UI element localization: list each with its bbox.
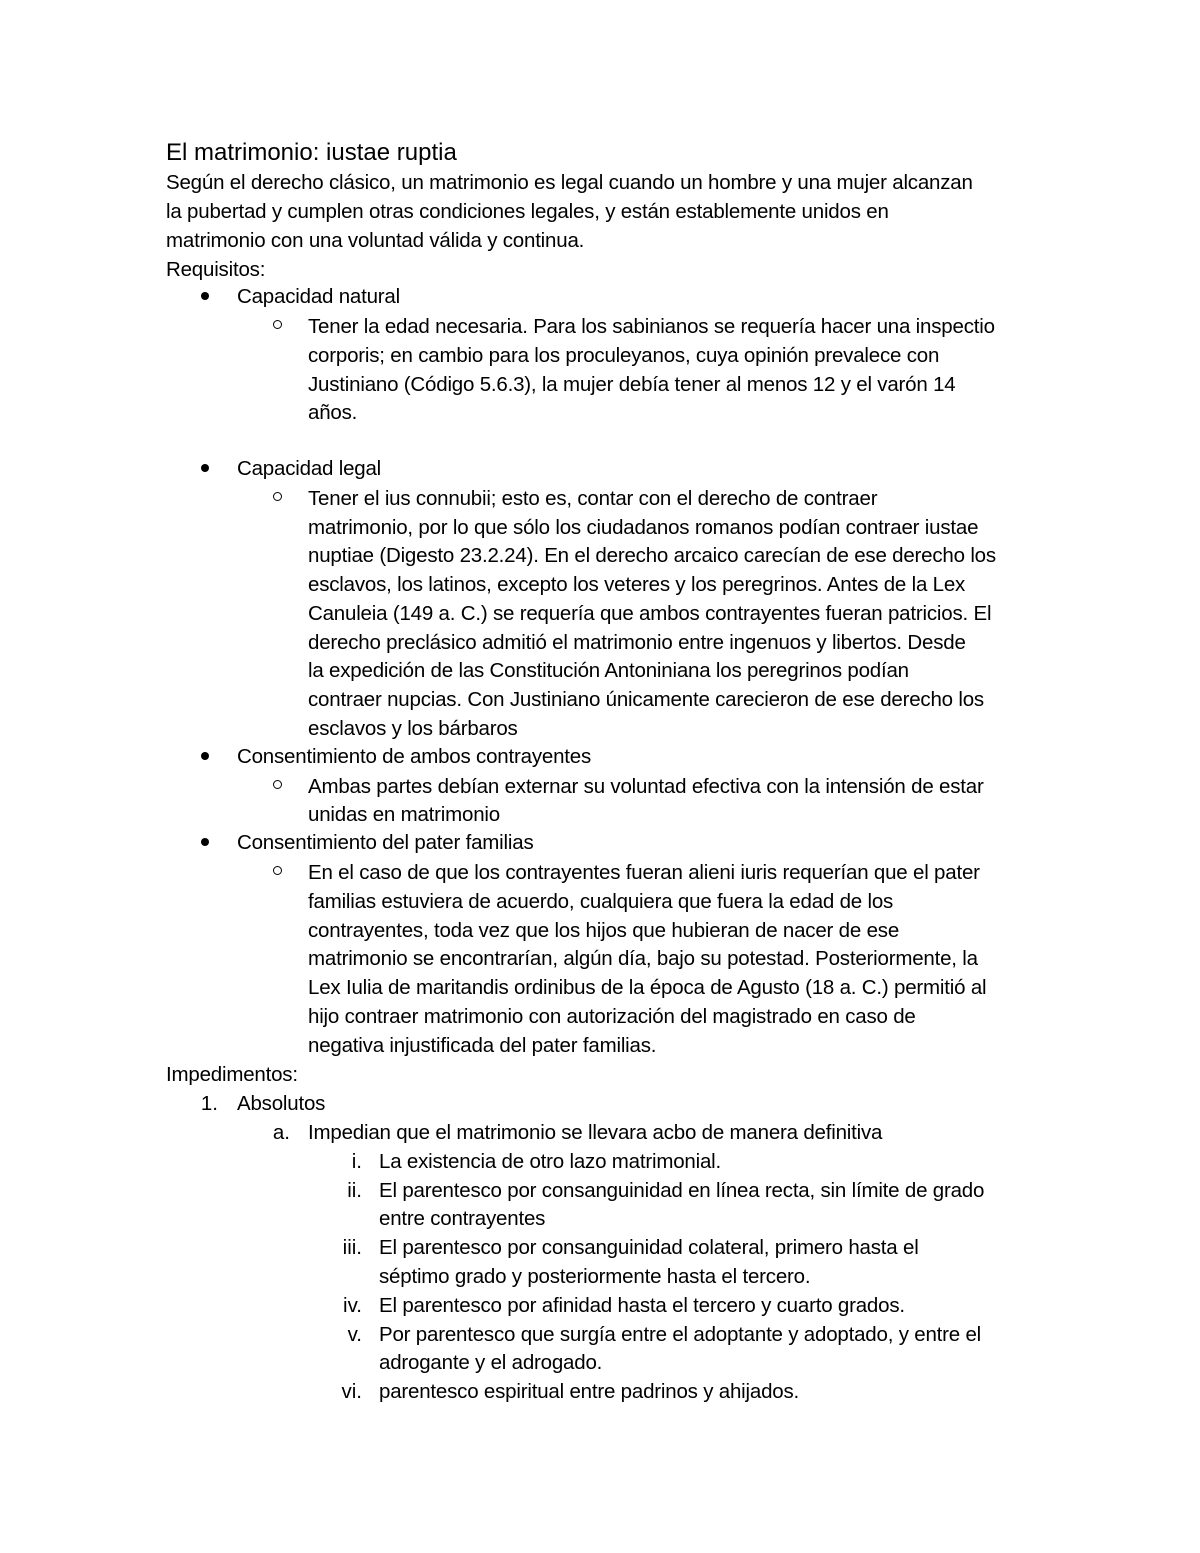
impedimento-subcategory: Impedian que el matrimonio se llevara acbo de manera definitiva bbox=[308, 1121, 883, 1144]
requisito-detail-line: matrimonio, por lo que sólo los ciudadanos romanos podían contraer iustae bbox=[308, 516, 979, 539]
requisito-detail-line: años. bbox=[308, 401, 358, 424]
impedimento-item: El parentesco por consanguinidad colateral, primero hasta el bbox=[379, 1236, 919, 1259]
roman-numeral: ii. bbox=[347, 1179, 362, 1202]
intro-line: Según el derecho clásico, un matrimonio es legal cuando un hombre y una mujer alcanzan bbox=[166, 171, 973, 194]
circle-bullet-icon bbox=[273, 866, 282, 875]
impedimento-item: Por parentesco que surgía entre el adoptante y adoptado, y entre el bbox=[379, 1323, 982, 1346]
roman-numeral: i. bbox=[351, 1150, 362, 1173]
requisito-detail-line: En el caso de que los contrayentes fueran alieni iuris requerían que el pater bbox=[308, 861, 980, 884]
impedimento-item: adrogante y el adrogado. bbox=[379, 1351, 603, 1374]
requisito-detail-line: contraer nupcias. Con Justiniano únicamente carecieron de ese derecho los bbox=[308, 688, 984, 711]
roman-numeral: iii. bbox=[342, 1236, 362, 1259]
impedimento-item: séptimo grado y posteriormente hasta el tercero. bbox=[379, 1265, 811, 1288]
circle-bullet-icon bbox=[273, 320, 282, 329]
requisito-detail-line: Canuleia (149 a. C.) se requería que ambos contrayentes fueran patricios. El bbox=[308, 602, 992, 625]
bullet-icon bbox=[201, 838, 209, 846]
requisito-detail-line: Justiniano (Código 5.6.3), la mujer debía tener al menos 12 y el varón 14 bbox=[308, 373, 956, 396]
impedimento-item: parentesco espiritual entre padrinos y ahijados. bbox=[379, 1380, 800, 1403]
requisito-detail-line: matrimonio se encontrarían, algún día, bajo su potestad. Posteriormente, la bbox=[308, 947, 978, 970]
requisito-detail-line: la expedición de las Constitución Antoniniana los peregrinos podían bbox=[308, 659, 909, 682]
impedimento-item: La existencia de otro lazo matrimonial. bbox=[379, 1150, 722, 1173]
bullet-icon bbox=[201, 464, 209, 472]
requisito-detail-line: Ambas partes debían externar su voluntad efectiva con la intensión de estar bbox=[308, 775, 984, 798]
impedimento-item: El parentesco por consanguinidad en línea recta, sin límite de grado bbox=[379, 1179, 985, 1202]
requisito-detail-line: derecho preclásico admitió el matrimonio entre ingenuos y libertos. Desde bbox=[308, 631, 966, 654]
requisito-label: Capacidad legal bbox=[237, 457, 382, 480]
list-letter: a. bbox=[272, 1121, 290, 1144]
bullet-icon bbox=[201, 752, 209, 760]
impedimentos-heading: Impedimentos: bbox=[166, 1063, 298, 1086]
requisito-detail-line: esclavos y los bárbaros bbox=[308, 717, 518, 740]
requisito-detail-line: negativa injustificada del pater familias. bbox=[308, 1034, 657, 1057]
impedimento-item: El parentesco por afinidad hasta el tercero y cuarto grados. bbox=[379, 1294, 905, 1317]
impedimento-item: entre contrayentes bbox=[379, 1207, 546, 1230]
roman-numeral: iv. bbox=[343, 1294, 362, 1317]
intro-line: matrimonio con una voluntad válida y continua. bbox=[166, 229, 585, 252]
roman-numeral: vi. bbox=[341, 1380, 362, 1403]
impedimento-category: Absolutos bbox=[237, 1092, 326, 1115]
requisito-detail-line: contrayentes, toda vez que los hijos que hubieran de nacer de ese bbox=[308, 919, 900, 942]
requisito-detail-line: Tener la edad necesaria. Para los sabinianos se requería hacer una inspectio bbox=[308, 315, 995, 338]
requisito-detail-line: corporis; en cambio para los proculeyanos, cuya opinión prevalece con bbox=[308, 344, 940, 367]
circle-bullet-icon bbox=[273, 492, 282, 501]
requisito-detail-line: esclavos, los latinos, excepto los veteres y los peregrinos. Antes de la Lex bbox=[308, 573, 966, 596]
bullet-icon bbox=[201, 292, 209, 300]
requisito-label: Capacidad natural bbox=[237, 285, 400, 308]
requisito-detail-line: nuptiae (Digesto 23.2.24). En el derecho arcaico carecían de ese derecho los bbox=[308, 544, 996, 567]
requisito-detail-line: Tener el ius connubii; esto es, contar con el derecho de contraer bbox=[308, 487, 878, 510]
requisito-detail-line: familias estuviera de acuerdo, cualquiera que fuera la edad de los bbox=[308, 890, 894, 913]
requisito-detail-line: Lex Iulia de maritandis ordinibus de la época de Agusto (18 a. C.) permitió al bbox=[308, 976, 987, 999]
document-title: El matrimonio: iustae ruptia bbox=[166, 139, 457, 166]
requisito-label: Consentimiento del pater familias bbox=[237, 831, 534, 854]
requisitos-heading: Requisitos: bbox=[166, 258, 266, 281]
roman-numeral: v. bbox=[347, 1323, 362, 1346]
list-number: 1. bbox=[200, 1092, 218, 1115]
requisito-detail-line: unidas en matrimonio bbox=[308, 803, 500, 826]
intro-line: la pubertad y cumplen otras condiciones legales, y están establemente unidos en bbox=[166, 200, 889, 223]
requisito-label: Consentimiento de ambos contrayentes bbox=[237, 745, 592, 768]
requisito-detail-line: hijo contraer matrimonio con autorización del magistrado en caso de bbox=[308, 1005, 916, 1028]
circle-bullet-icon bbox=[273, 780, 282, 789]
